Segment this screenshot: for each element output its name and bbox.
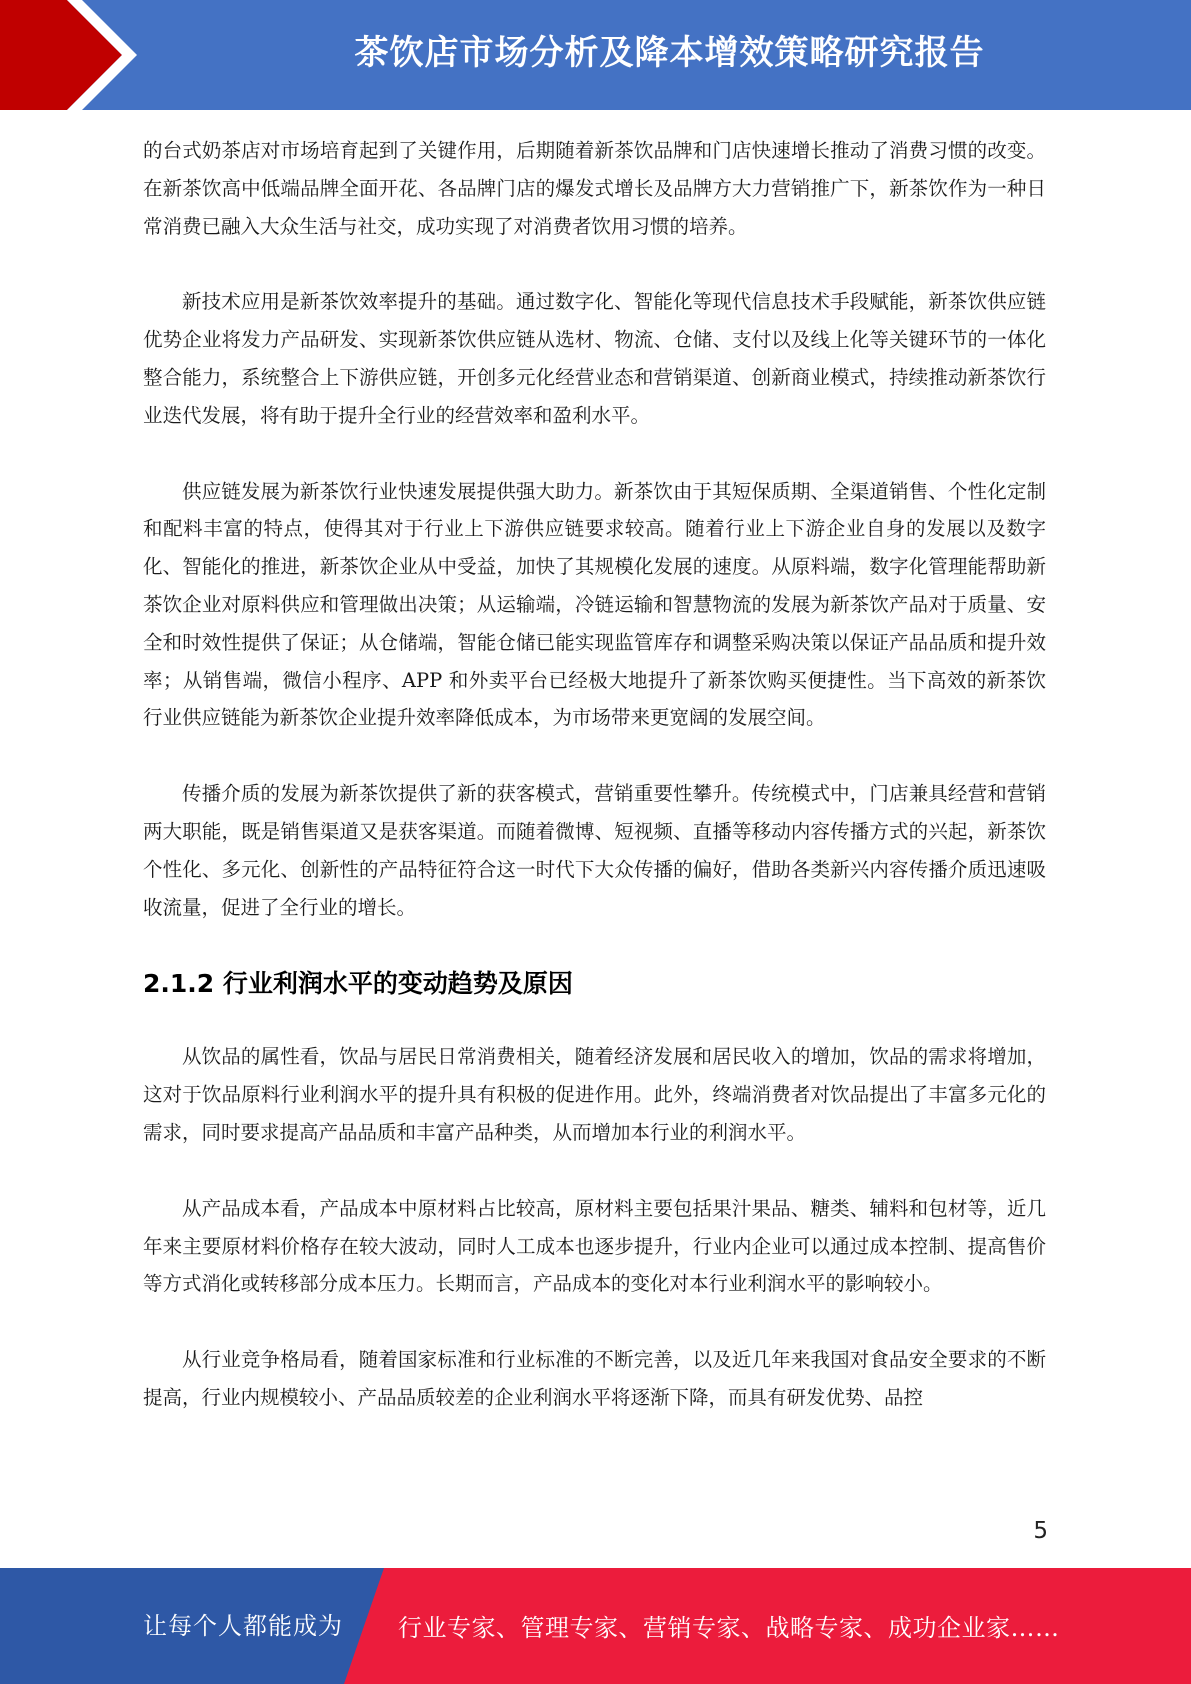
header-red-arrow-decoration — [0, 0, 150, 110]
paragraph: 从产品成本看，产品成本中原材料占比较高，原材料主要包括果汁果品、糖类、辅料和包材等，近几年来主要原材料价格存在较大波动，同时人工成本也逐步提升，行业内企业可以通过成本控制、提高售价等方式消化或转移部分成本压力。长期而言，产品成本的变化对本行业利润水平的影响较小。 — [143, 1196, 1046, 1296]
paragraph: 从饮品的属性看，饮品与居民日常消费相关，随着经济发展和居民收入的增加，饮品的需求将增加，这对于饮品原料行业利润水平的提升具有积极的促进作用。此外，终端消费者对饮品提出了丰富多元化的需求，同时要求提高产品品质和丰富产品种类，从而增加本行业的利润水平。 — [143, 1045, 1046, 1144]
page-number: 5 — [1033, 1518, 1048, 1544]
paragraph: 供应链发展为新茶饮行业快速发展提供强大助力。新茶饮由于其短保质期、全渠道销售、个性化定制和配料丰富的特点，使得其对于行业上下游供应链要求较高。随着行业上下游企业自身的发展以及数字化、智能化的推进，新茶饮企业从中受益，加快了其规模化发展的速度。从原料端，数字化管理能帮助新茶饮企业对原料供应和管理做出决策；从运输端，冷链运输和智慧物流的发展为新茶饮产品对于质量、安全和时效性提供了保证；从仓储端，智能仓储已能实现监管库存和调整采购决策以保证产品品质和提升效率；从销售端，微信小程序、APP 和外卖平台已经极大地提升了新茶饮购买便捷性。当下高效的新茶饮行业供应链能为新茶饮企业提升效率降低成本，为市场带来更宽阔的发展空间。 — [143, 479, 1046, 730]
paragraph: 传播介质的发展为新茶饮提供了新的获客模式，营销重要性攀升。传统模式中，门店兼具经营和营销两大职能，既是销售渠道又是获客渠道。而随着微博、短视频、直播等移动内容传播方式的兴起，新茶饮个性化、多元化、创新性的产品特征符合这一时代下大众传播的偏好，借助各类新兴内容传播介质迅速吸收流量，促进了全行业的增长。 — [143, 782, 1046, 919]
report-title: 茶饮店市场分析及降本增效策略研究报告 — [354, 33, 985, 73]
main-content — [143, 132, 1046, 1455]
footer-slogan-right: 行业专家、管理专家、营销专家、战略专家、成功企业家…… — [398, 1614, 1060, 1642]
page-header — [0, 0, 1191, 110]
paragraph-continued: 的台式奶茶店对市场培育起到了关键作用，后期随着新茶饮品牌和门店快速增长推动了消费习惯的改变。在新茶饮高中低端品牌全面开花、各品牌门店的爆发式增长及品牌方大力营销推广下，新茶饮作为一种日常消费已融入大众生活与社交，成功实现了对消费者饮用习惯的培养。 — [143, 139, 1046, 238]
section-heading: 2.1.2 行业利润水平的变动趋势及原因 — [143, 969, 573, 999]
paragraph: 从行业竞争格局看，随着国家标准和行业标准的不断完善，以及近几年来我国对食品安全要求的不断提高，行业内规模较小、产品品质较差的企业利润水平将逐渐下降，而具有研发优势、品控 — [143, 1348, 1046, 1409]
footer-slogan-left: 让每个人都能成为 — [143, 1612, 343, 1640]
page-footer — [0, 1568, 1191, 1684]
paragraph: 新技术应用是新茶饮效率提升的基础。通过数字化、智能化等现代信息技术手段赋能，新茶饮供应链优势企业将发力产品研发、实现新茶饮供应链从选材、物流、仓储、支付以及线上化等关键环节的一体化整合能力，系统整合上下游供应链，开创多元化经营业态和营销渠道、创新商业模式，持续推动新茶饮行业迭代发展，将有助于提升全行业的经营效率和盈利水平。 — [143, 290, 1046, 427]
